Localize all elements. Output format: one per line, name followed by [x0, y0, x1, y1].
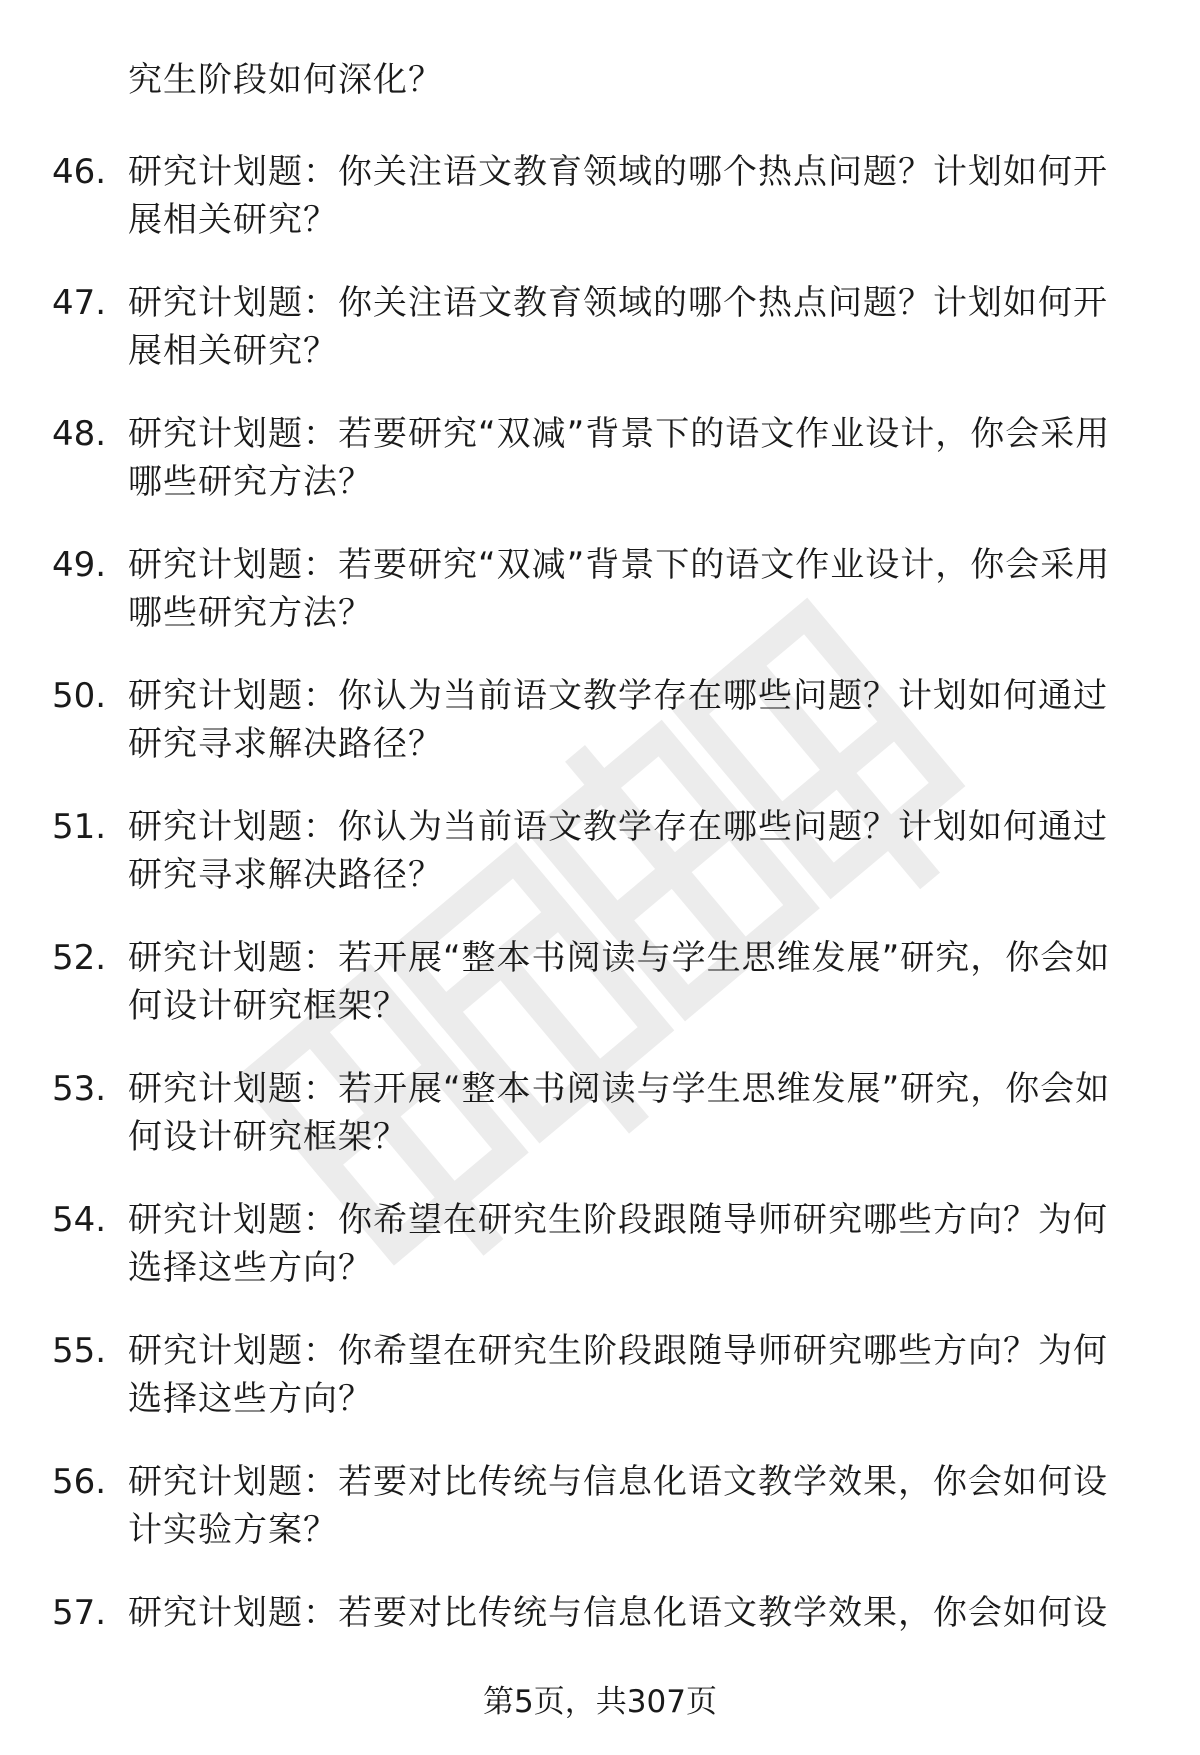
question-text: 研究计划题：你关注语文教育领域的哪个热点问题？计划如何开展相关研究？	[128, 283, 1108, 371]
question-text: 研究计划题：你希望在研究生阶段跟随导师研究哪些方向？为何选择这些方向？	[128, 1331, 1108, 1419]
question-text: 研究计划题：你认为当前语文教学存在哪些问题？计划如何通过研究寻求解决路径？	[128, 807, 1108, 895]
list-item	[0, 803, 1200, 934]
list-item	[0, 934, 1200, 1065]
question-text: 研究计划题：若要研究“双减”背景下的语文作业设计，你会采用哪些研究方法？	[128, 414, 1111, 502]
page-footer: 第5页，共307页	[483, 1684, 717, 1720]
list-item	[0, 279, 1200, 410]
question-number: 54.	[52, 1200, 107, 1240]
question-number: 46.	[52, 152, 107, 192]
question-text: 研究计划题：若开展“整本书阅读与学生思维发展”研究，你会如何设计研究框架？	[128, 1069, 1111, 1157]
list-item	[0, 410, 1200, 541]
question-number: 50.	[52, 676, 107, 716]
list-item	[0, 541, 1200, 672]
question-text: 研究计划题：你希望在研究生阶段跟随导师研究哪些方向？为何选择这些方向？	[128, 1200, 1108, 1288]
question-text: 研究计划题：若要研究“双减”背景下的语文作业设计，你会采用哪些研究方法？	[128, 545, 1111, 633]
question-number: 53.	[52, 1069, 107, 1109]
question-number: 52.	[52, 938, 107, 978]
question-number: 47.	[52, 283, 107, 323]
question-text: 研究计划题：你关注语文教育领域的哪个热点问题？计划如何开展相关研究？	[128, 152, 1108, 240]
question-text: 研究计划题：你认为当前语文教学存在哪些问题？计划如何通过研究寻求解决路径？	[128, 676, 1108, 764]
question-list	[0, 148, 1200, 1720]
question-number: 56.	[52, 1462, 107, 1502]
list-item	[0, 672, 1200, 803]
list-item	[0, 148, 1200, 279]
question-number: 57.	[52, 1593, 107, 1633]
question-text: 研究计划题：若要对比传统与信息化语文教学效果，你会如何设计实验方案？	[128, 1462, 1108, 1550]
continuation-text: 究生阶段如何深化？	[128, 60, 443, 100]
question-number: 51.	[52, 807, 107, 847]
question-text: 研究计划题：若开展“整本书阅读与学生思维发展”研究，你会如何设计研究框架？	[128, 938, 1111, 1026]
question-number: 49.	[52, 545, 107, 585]
list-item	[0, 1458, 1200, 1589]
list-item	[0, 1196, 1200, 1327]
question-number: 48.	[52, 414, 107, 454]
list-item	[0, 1327, 1200, 1458]
list-item	[0, 1065, 1200, 1196]
question-number: 55.	[52, 1331, 107, 1371]
question-text: 研究计划题：若要对比传统与信息化语文教学效果，你会如何设	[128, 1593, 1108, 1633]
